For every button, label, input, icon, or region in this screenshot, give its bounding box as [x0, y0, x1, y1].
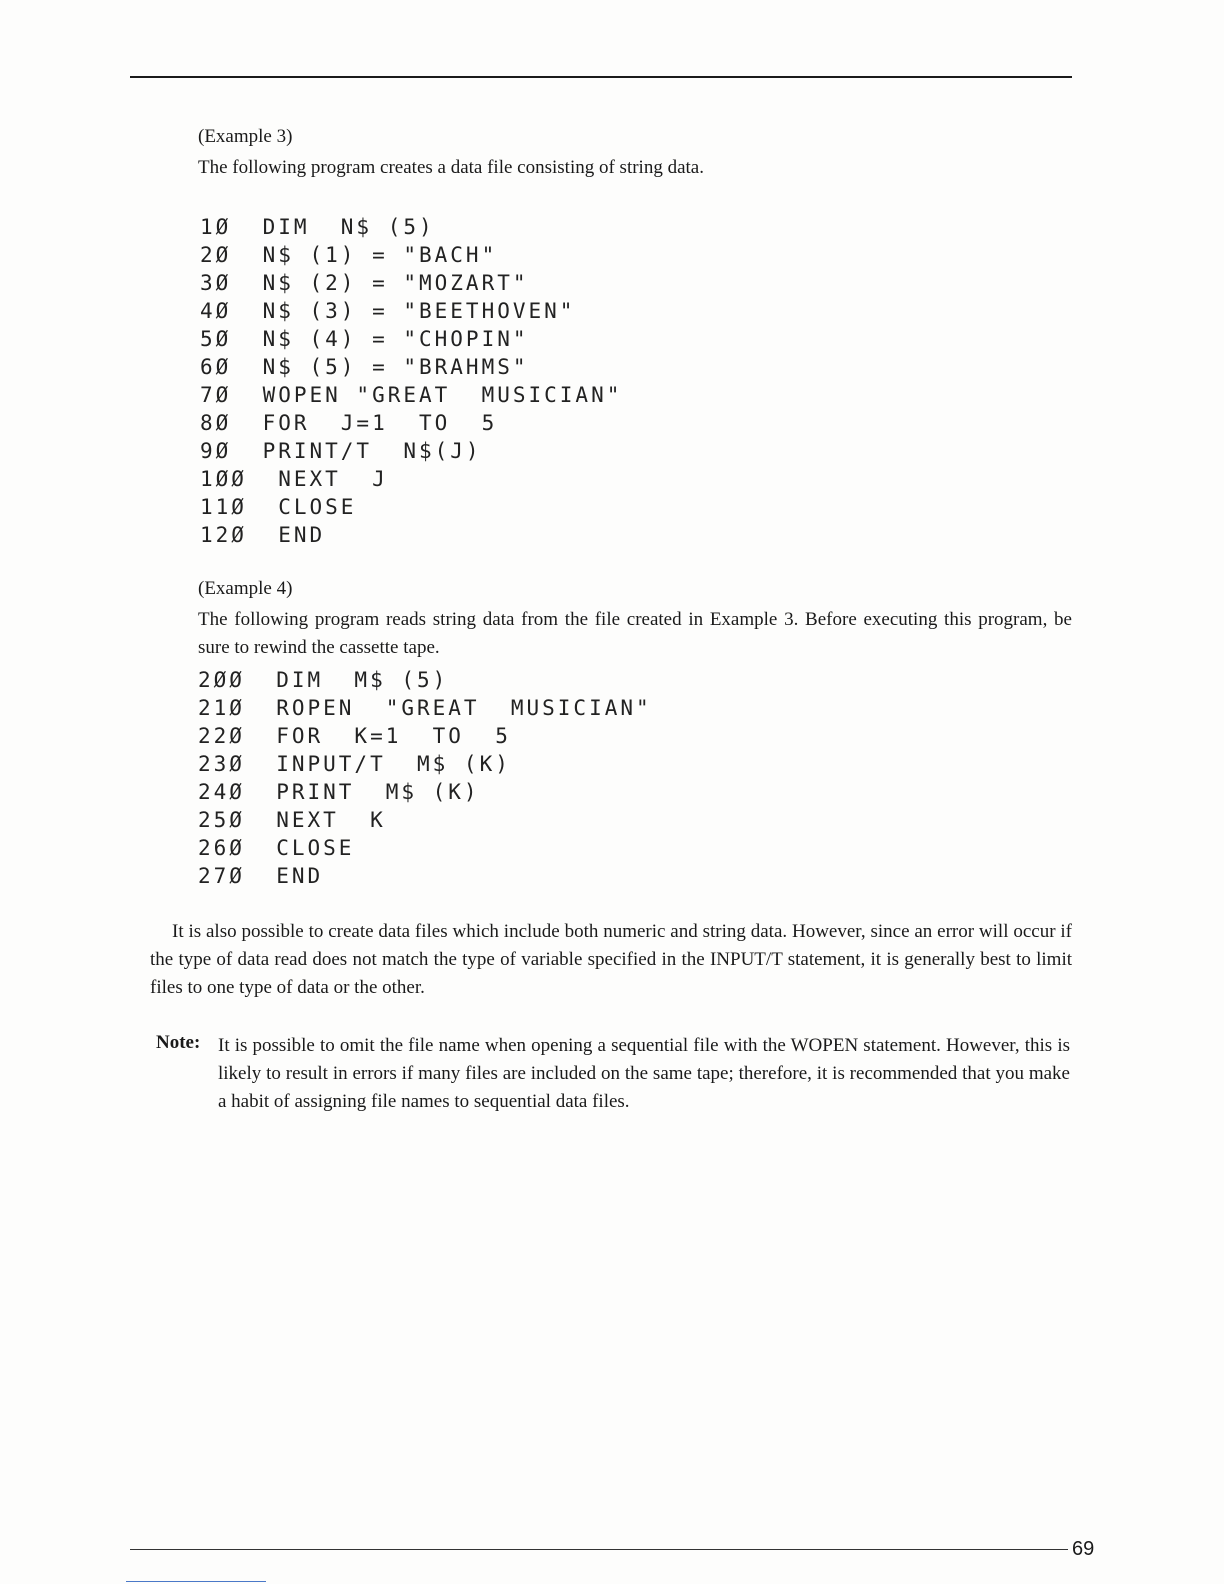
- code-line: 2ØØ DIM M$ (5): [198, 668, 449, 692]
- code-line: 12Ø END: [200, 523, 326, 547]
- top-rule: [130, 76, 1072, 78]
- code-line: 7Ø WOPEN "GREAT MUSICIAN": [200, 383, 623, 407]
- body-paragraph: It is also possible to create data files which include both numeric and string data. However, since an error will occur if the type of data read does not match the type of variable specified in the INPUT/T statement, it is generally best to limit files to one type of data or the other.: [150, 921, 1072, 998]
- code-line: 23Ø INPUT/T M$ (K): [198, 752, 511, 776]
- footer-link-underline: [126, 1581, 266, 1582]
- note-label: Note:: [156, 1032, 201, 1053]
- code-line: 24Ø PRINT M$ (K): [198, 780, 480, 804]
- example-4-heading: (Example 4): [198, 578, 293, 599]
- example-4-code-listing: [198, 666, 652, 890]
- code-line: 2Ø N$ (1) = "BACH": [200, 243, 498, 267]
- note-text: It is possible to omit the file name when opening a sequential file with the WOPEN statement. However, this is likely to result in errors if many files are included on the same tape; therefore, it is recommended that you make a habit of assigning file names to sequential data files.: [218, 1035, 1070, 1112]
- code-line: 25Ø NEXT K: [198, 808, 386, 832]
- code-line: 8Ø FOR J=1 TO 5: [200, 411, 498, 435]
- code-line: 26Ø CLOSE: [198, 836, 355, 860]
- code-line: 9Ø PRINT/T N$(J): [200, 439, 482, 463]
- code-line: 1Ø DIM N$ (5): [200, 215, 435, 239]
- page-number: 69: [1072, 1538, 1095, 1560]
- code-line: 21Ø ROPEN "GREAT MUSICIAN": [198, 696, 652, 720]
- code-line: 5Ø N$ (4) = "CHOPIN": [200, 327, 529, 351]
- code-line: 11Ø CLOSE: [200, 495, 357, 519]
- code-line: 6Ø N$ (5) = "BRAHMS": [200, 355, 529, 379]
- code-line: 3Ø N$ (2) = "MOZART": [200, 271, 529, 295]
- code-line: 4Ø N$ (3) = "BEETHOVEN": [200, 299, 576, 323]
- code-line: 27Ø END: [198, 864, 324, 888]
- example-3-intro: The following program creates a data file consisting of string data.: [198, 157, 704, 178]
- example-3-code-listing: [200, 213, 622, 549]
- example-4-intro: The following program reads string data from the file created in Example 3. Before executing this program, be sure to rewind the cassette tape.: [198, 609, 1072, 658]
- bottom-rule: [130, 1549, 1068, 1550]
- example-3-heading: (Example 3): [198, 126, 293, 147]
- code-line: 1ØØ NEXT J: [200, 467, 388, 491]
- code-line: 22Ø FOR K=1 TO 5: [198, 724, 511, 748]
